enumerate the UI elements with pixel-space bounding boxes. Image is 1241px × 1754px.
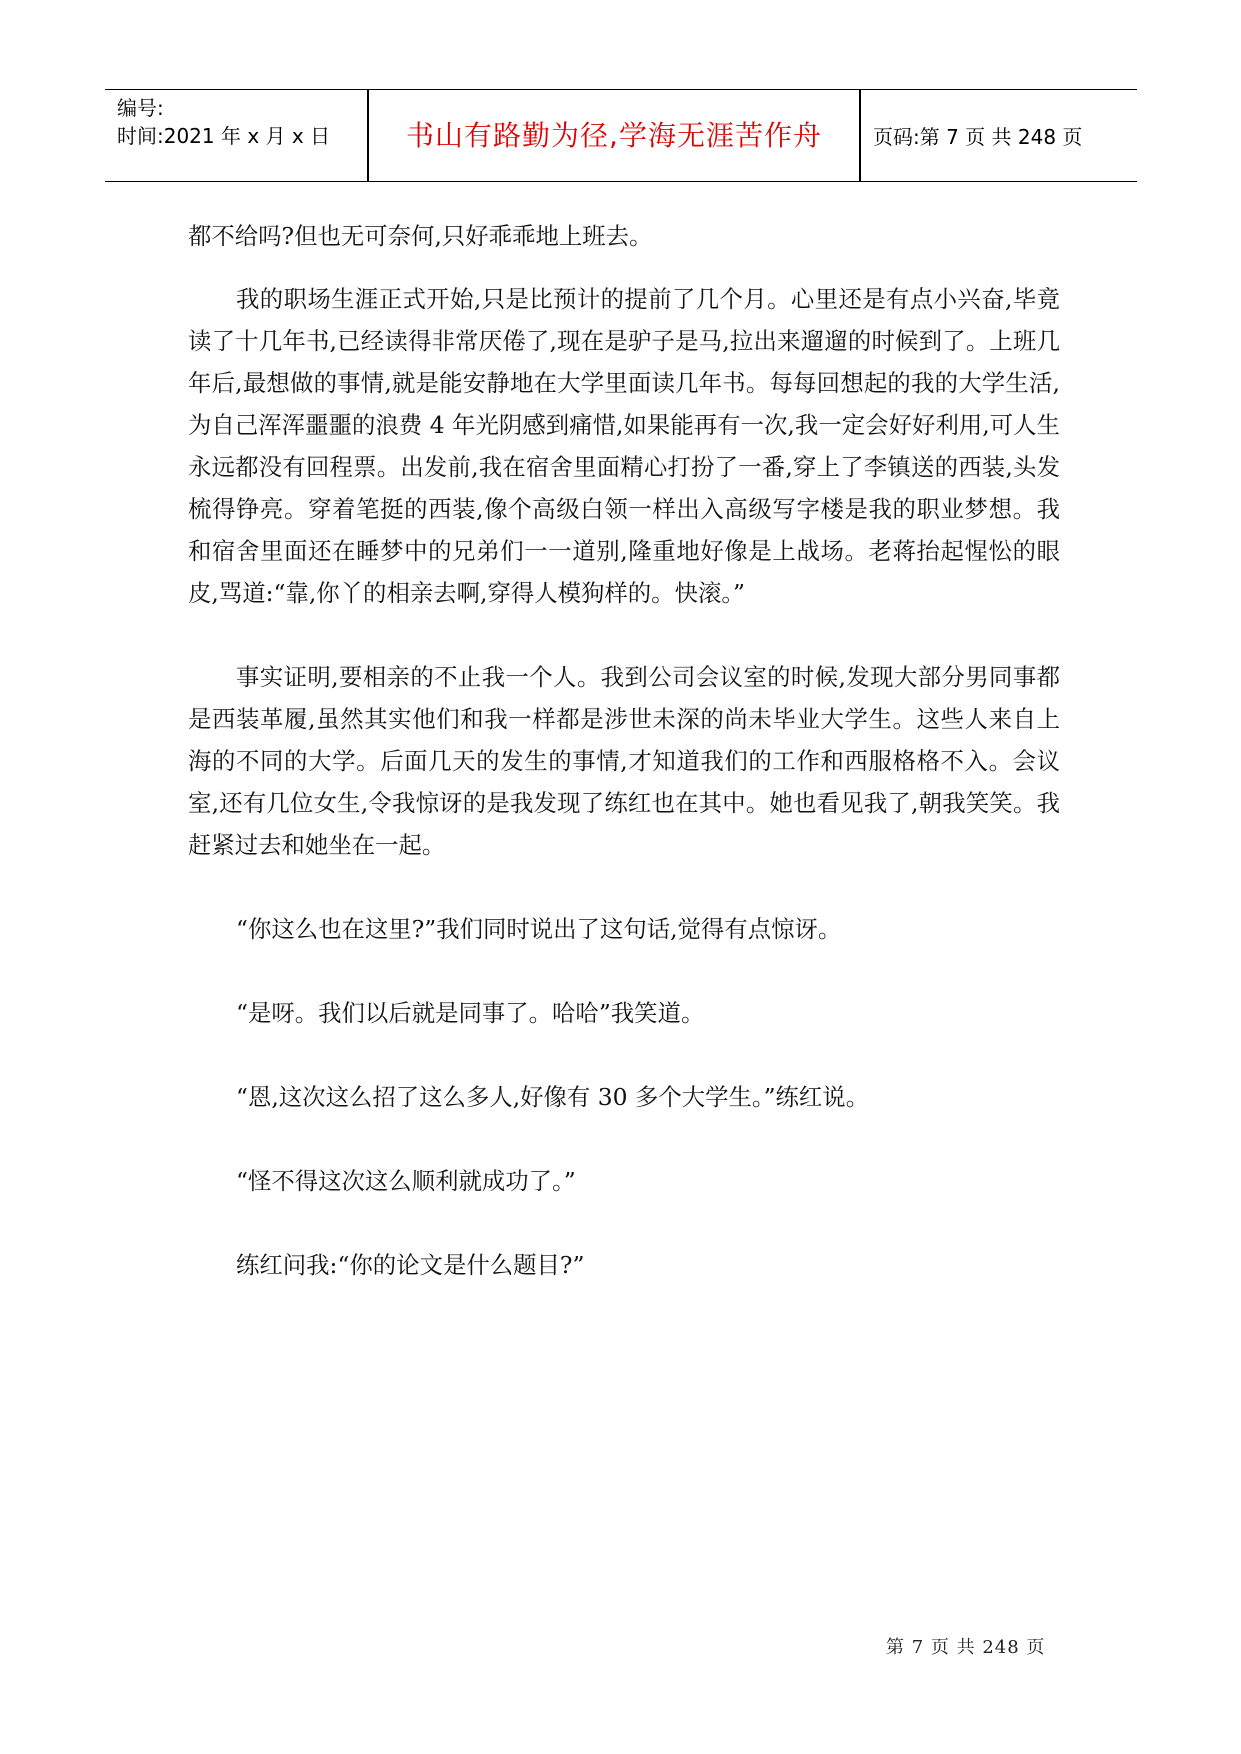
page-footer: 第 7 页 共 248 页 (886, 1637, 1046, 1658)
dialogue-line: 练红问我:“你的论文是什么题目?” (236, 1251, 585, 1279)
paragraph-gap (188, 1202, 1060, 1244)
paragraph-gap (188, 866, 1060, 908)
paragraph-gap (188, 950, 1060, 992)
paragraph-gap (188, 1034, 1060, 1076)
dialogue-line: “是呀。我们以后就是同事了。哈哈”我笑道。 (236, 999, 705, 1027)
dialogue-line: “恩,这次这么招了这么多人,好像有 30 多个大学生。”练红说。 (236, 1083, 870, 1111)
paragraph-gap (188, 257, 1060, 278)
header-meta (117, 94, 330, 150)
paragraph-continuation: 都不给吗?但也无可奈何,只好乖乖地上班去。 (188, 222, 653, 250)
paragraph: 事实证明,要相亲的不止我一个人。我到公司会议室的时候,发现大部分男同事都是西装革履,虽然其实他们和我一样都是涉世未深的尚未毕业大学生。这些人来自上海的不同的大学。后面几天的发生的事情,才知道我们的工作和西服格格不入。会议室,还有几位女生,令我惊讶的是我发现了练红也在其中。她也看见我了,朝我笑笑。我赶紧过去和她坐在一起。 (188, 663, 1060, 859)
header-number-label: 编号: (117, 96, 164, 120)
header-motto: 书山有路勤为径,学海无涯苦作舟 (406, 119, 822, 152)
paragraph: 我的职场生涯正式开始,只是比预计的提前了几个月。心里还是有点小兴奋,毕竟读了十几年书,已经读得非常厌倦了,现在是驴子是马,拉出来遛遛的时候到了。上班几年后,最想做的事情,就是能安静地在大学里面读几年书。每每回想起的我的大学生活,为自己浑浑噩噩的浪费 4 年光阴感到痛惜,如果能再有一次,我一定会好好利用,可人生永远都没有回程票。出发前,我在宿舍里面精心打扮了一番,穿上了李镇送的西装,头发梳得铮亮。穿着笔挺的西装,像个高级白领一样出入高级写字楼是我的职业梦想。我和宿舍里面还在睡梦中的兄弟们一一道别,隆重地好像是上战场。老蒋抬起惺忪的眼皮,骂道:“靠,你丫的相亲去啊,穿得人模狗样的。快滚。” (188, 285, 1060, 607)
header-page-label: 页码:第 7 页 共 248 页 (873, 125, 1083, 149)
document-body (188, 215, 1060, 1286)
header-time-label: 时间:2021 年 x 月 x 日 (117, 124, 331, 148)
paragraph-gap (188, 1118, 1060, 1160)
header-divider-right (859, 90, 861, 181)
dialogue-line: “怪不得这次这么顺利就成功了。” (236, 1167, 576, 1195)
paragraph-gap (188, 614, 1060, 656)
dialogue-line: “你这么也在这里?”我们同时说出了这句话,觉得有点惊讶。 (236, 915, 842, 943)
page-header (105, 89, 1137, 182)
